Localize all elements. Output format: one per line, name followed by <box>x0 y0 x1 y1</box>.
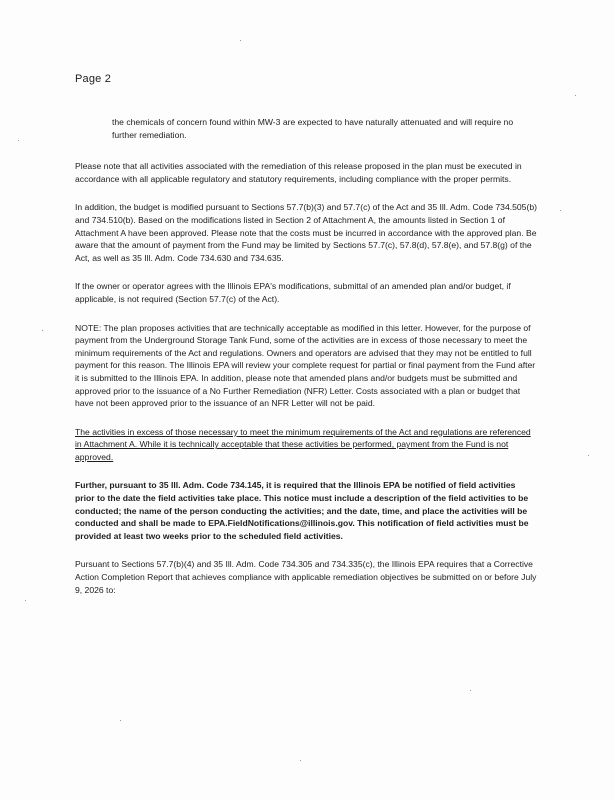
paragraph-note-payment: NOTE: The plan proposes activities that are technically acceptable as modified in this letter. However, for the purpose of payment from the Underground Storage Tank Fund, some of the activities are in excess of those necessary to meet the minimum requirements of the Act and regulations. Owners and operators are advised that they may not be entitled to full payment for this reason. The Illinois EPA will review your complete request for partial or final payment from the Fund after it is submitted to the Illinois EPA. In addition, please note that amended plans and/or budgets must be submitted and approved prior to the issuance of a No Further Remediation (NFR) Letter. Costs associated with a plan or budget that have not been approved prior to the issuance of an NFR Letter will not be paid. <box>75 322 536 409</box>
scan-speck <box>25 600 26 601</box>
scan-speck <box>588 455 589 456</box>
paragraph-compliance: Please note that all activities associated with the remediation of this release proposed in the plan must be executed in accordance with all applicable regulatory and statutory requirements, including compliance with the proper permits. <box>75 161 522 184</box>
paragraph-field-notification: Further, pursuant to 35 Ill. Adm. Code 734.145, it is required that the Illinois EPA be notified of field activities prior to the date the field activities take place. This notice must include a description of the field activities to be conducted; the name of the person conducting the activities; and the date, time, and place the activities will be conducted and shall be made to EPA.FieldNotifications@illinois.gov. This notification of field activities must be provided at least two weeks prior to the scheduled field activities. <box>75 480 529 541</box>
paragraph-completion-report: Pursuant to Sections 57.7(b)(4) and 35 Ill. Adm. Code 734.305 and 734.335(c), the Illinois EPA requires that a Corrective Action Completion Report that achieves compliance with applicable remediation objectives be submitted on or before July 9, 2026 to: <box>75 559 537 595</box>
scan-speck <box>300 760 301 761</box>
letter-body <box>75 116 537 612</box>
scan-speck <box>575 95 576 96</box>
scan-speck <box>470 690 471 691</box>
scan-speck <box>120 720 121 721</box>
paragraph-mw3-attenuation: the chemicals of concern found within MW-3 are expected to have naturally attenuated and will require no further remediation. <box>112 117 514 140</box>
page-number: Page 2 <box>75 73 112 85</box>
scan-speck <box>42 330 43 331</box>
scan-speck <box>18 140 19 141</box>
paragraph-excess-activities: The activities in excess of those necessary to meet the minimum requirements of the Act and regulations are referenced in Attachment A. While it is technically acceptable that these activities be performed, payment from the Fund is not approved. <box>75 426 531 462</box>
scan-speck <box>240 40 241 41</box>
paragraph-owner-agreement: If the owner or operator agrees with the Illinois EPA's modifications, submittal of an amended plan and/or budget, if applicable, is not required (Section 57.7(c) of the Act). <box>75 281 511 304</box>
scan-speck <box>560 210 561 211</box>
paragraph-budget-modification: In addition, the budget is modified pursuant to Sections 57.7(b)(3) and 57.7(c) of the Act and 35 Ill. Adm. Code 734.505(b) and 734.510(b). Based on the modifications listed in Section 2 of Attachment A, the amounts listed in Section 1 of Attachment A have been approved. Please note that the costs must be incurred in accordance with the approved plan. Be aware that the amount of payment from the Fund may be limited by Sections 57.7(c), 57.8(d), 57.8(e), and 57.8(g) of the Act, as well as 35 Ill. Adm. Code 734.630 and 734.635. <box>75 202 537 263</box>
